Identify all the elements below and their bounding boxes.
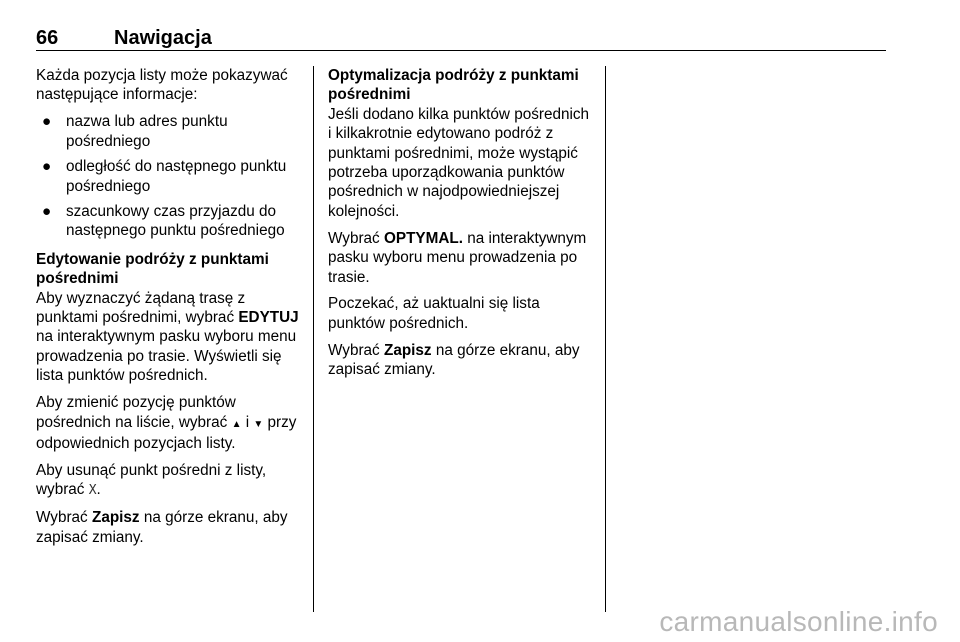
move-down-icon: ▼ [253, 418, 264, 430]
delete-icon: X [88, 483, 97, 499]
column-left [36, 66, 302, 554]
watermark: carmanualsonline.info [659, 606, 938, 637]
optimize-paragraph: Wybrać OPTYMAL. na interaktywnym pasku wyboru menu prowadzenia po trasie. [328, 229, 587, 286]
intro-paragraph: Każda pozycja listy może pokazywać następujące informacje: [36, 67, 288, 104]
reorder-paragraph: Aby zmienić pozycję punktów pośrednich na liście, wybrać ▲ i ▼ przy odpowiednich pozycjach listy. [36, 394, 297, 452]
info-bullet-list [36, 112, 302, 240]
list-item: ● nazwa lub adres punktu pośredniego [42, 113, 228, 150]
edit-button-label: EDYTUJ [238, 308, 299, 326]
move-up-icon: ▲ [231, 418, 242, 430]
optimize-heading: Optymalizacja podróży z punktami pośrednimi [328, 67, 579, 104]
column-divider-2 [605, 66, 606, 612]
save-paragraph: Wybrać Zapisz na górze ekranu, aby zapisać zmiany. [36, 509, 288, 546]
page-header [36, 24, 886, 50]
page-number: 66 [36, 27, 59, 49]
bullet-icon: ● [42, 158, 52, 176]
save-paragraph-2: Wybrać Zapisz na górze ekranu, aby zapisać zmiany. [328, 341, 580, 379]
column-divider [313, 66, 314, 612]
delete-paragraph: Aby usunąć punkt pośredni z listy, wybrać X. [36, 461, 267, 499]
edit-paragraph: Aby wyznaczyć żądaną trasę z punktami pośrednimi, wybrać EDYTUJ na interaktywnym pasku wyboru menu prowadzenia po trasie. Wyświetli się lista punktów pośrednich. [36, 289, 299, 385]
header-rule [36, 50, 886, 51]
optimize-intro-paragraph: Jeśli dodano kilka punktów pośrednich i kilkakrotnie edytowano podróż z punktami pośrednimi, może wystąpić potrzeba uporządkowania punktów pośrednich w najodpowiedniejszej kolejności. [328, 105, 590, 220]
wait-paragraph: Poczekać, aż uaktualni się lista punktów pośrednich. [328, 295, 540, 332]
bullet-icon: ● [42, 113, 52, 131]
save-button-label-2: Zapisz [383, 341, 432, 359]
bullet-icon: ● [42, 202, 52, 220]
list-item: ● szacunkowy czas przyjazdu do następnego punktu pośredniego [42, 202, 285, 240]
edit-waypoints-heading: Edytowanie podróży z punktami pośrednimi [36, 250, 269, 288]
save-button-label: Zapisz [91, 509, 140, 527]
column-middle [328, 66, 596, 387]
optimize-button-label: OPTYMAL. [383, 229, 464, 247]
list-item: ● odległość do następnego punktu pośredniego [42, 158, 287, 195]
section-title: Nawigacja [114, 27, 212, 49]
